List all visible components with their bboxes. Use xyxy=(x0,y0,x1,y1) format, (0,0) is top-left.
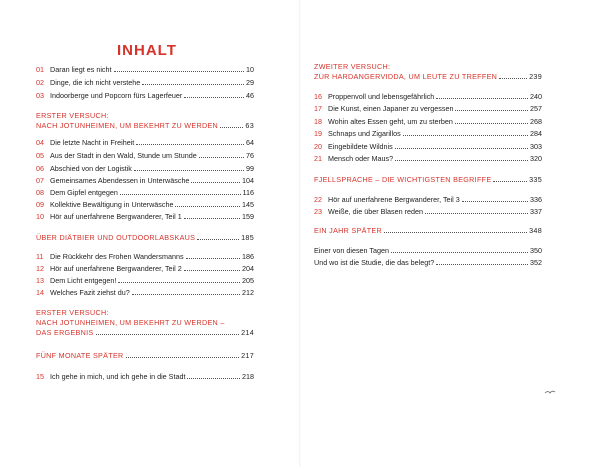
toc-entry xyxy=(314,206,542,218)
page-number: 10 xyxy=(246,65,254,74)
toc-entry xyxy=(314,153,542,165)
toc-entry xyxy=(36,150,254,162)
chapter-title: Dem Gipfel entgegen xyxy=(50,188,118,197)
section-heading xyxy=(36,233,254,243)
dot-leader xyxy=(96,334,240,335)
dot-leader xyxy=(142,84,244,85)
page-number: 337 xyxy=(530,207,542,216)
chapter-title: Hör auf unerfahrene Bergwanderer, Teil 1 xyxy=(50,212,182,221)
dot-leader xyxy=(499,78,527,79)
right-page xyxy=(300,0,600,467)
page-number: 116 xyxy=(242,188,254,197)
dot-leader xyxy=(175,206,240,207)
chapter-title: Indoorberge und Popcorn fürs Lagerfeuer xyxy=(50,91,183,100)
chapter-title: Die Kunst, einen Japaner zu vergessen xyxy=(328,104,454,113)
dot-leader xyxy=(462,201,528,202)
section-heading xyxy=(314,226,542,236)
chapter-title: Und wo ist die Studie, die das belegt? xyxy=(314,258,435,267)
chapter-number: 03 xyxy=(36,91,44,100)
toc-entry xyxy=(36,137,254,149)
toc-entry xyxy=(36,371,254,383)
dot-leader xyxy=(187,378,240,379)
page-number: 240 xyxy=(530,92,542,101)
dot-leader xyxy=(120,194,241,195)
page-number: 336 xyxy=(530,195,542,204)
chapter-title: Ich gehe in mich, und ich gehe in die Stadt xyxy=(50,372,186,381)
chapter-title: Abschied von der Logistik xyxy=(50,164,132,173)
page-number: 348 xyxy=(529,226,542,235)
section-heading xyxy=(314,62,542,82)
chapter-title: Proppenvoll und lebensgefährlich xyxy=(328,92,435,101)
page-number: 217 xyxy=(241,351,254,360)
section-heading-line: FJELLSPRACHE – DIE WICHTIGSTEN BEGRIFFE xyxy=(314,175,492,184)
page-number: 29 xyxy=(246,78,254,87)
dot-leader xyxy=(403,135,528,136)
chapter-number: 20 xyxy=(314,142,322,151)
chapter-title: Die Rückkehr des Frohen Wandersmanns xyxy=(50,252,184,261)
chapter-title: Mensch oder Maus? xyxy=(328,154,394,163)
chapter-number: 17 xyxy=(314,104,322,113)
toc-entry xyxy=(36,287,254,299)
chapter-title: Weiße, die über Blasen reden xyxy=(328,207,423,216)
toc-entry xyxy=(36,199,254,211)
page-number: 212 xyxy=(242,288,254,297)
dot-leader xyxy=(493,181,527,182)
chapter-number: 02 xyxy=(36,78,44,87)
toc-entry xyxy=(36,187,254,199)
dot-leader xyxy=(455,123,528,124)
dot-leader xyxy=(395,160,528,161)
page-number: 159 xyxy=(242,212,254,221)
chapter-title: Daran liegt es nicht xyxy=(50,65,112,74)
section-heading-line: NACH JOTUNHEIMEN, UM BEKEHRT ZU WERDEN xyxy=(36,121,219,130)
page-number: 205 xyxy=(242,276,254,285)
section-heading-line: ERSTER VERSUCH: xyxy=(36,308,109,317)
chapter-number: 21 xyxy=(314,154,322,163)
dot-leader xyxy=(114,71,244,72)
section-heading-line: ÜBER DIÄTBIER UND OUTDOORLABSKAUS xyxy=(36,233,196,242)
page-number: 350 xyxy=(530,246,542,255)
toc-title: INHALT xyxy=(117,42,177,59)
chapter-number: 08 xyxy=(36,188,44,197)
toc-entry xyxy=(36,275,254,287)
toc-entry xyxy=(36,211,254,223)
dot-leader xyxy=(199,157,244,158)
page-number: 352 xyxy=(530,258,542,267)
chapter-number: 19 xyxy=(314,129,322,138)
dot-leader xyxy=(191,182,240,183)
dot-leader xyxy=(118,282,240,283)
dot-leader xyxy=(186,258,240,259)
chapter-title: Hör auf unerfahrene Bergwanderer, Teil 2 xyxy=(50,264,182,273)
chapter-number: 14 xyxy=(36,288,44,297)
page-number: 204 xyxy=(242,264,254,273)
chapter-number: 09 xyxy=(36,200,44,209)
chapter-title: Einer von diesen Tagen xyxy=(314,246,389,255)
toc-entry xyxy=(36,64,254,76)
toc-entry xyxy=(314,194,542,206)
toc-entry xyxy=(314,103,542,115)
section-heading xyxy=(36,308,254,338)
chapter-number: 10 xyxy=(36,212,44,221)
toc-entry xyxy=(36,163,254,175)
page-number: 145 xyxy=(242,200,254,209)
section-heading-line: ZWEITER VERSUCH: xyxy=(314,62,391,71)
section-heading-line: ERSTER VERSUCH: xyxy=(36,111,109,120)
dot-leader xyxy=(184,270,240,271)
dot-leader xyxy=(197,239,239,240)
toc-entry xyxy=(314,116,542,128)
dot-leader xyxy=(132,294,240,295)
page-number: 303 xyxy=(530,142,542,151)
section-heading-line: ZUR HARDANGERVIDDA, UM LEUTE ZU TREFFEN xyxy=(314,72,498,81)
chapter-title: Gemeinsames Abendessen in Unterwäsche xyxy=(50,176,190,185)
dot-leader xyxy=(220,127,243,128)
chapter-title: Welches Fazit ziehst du? xyxy=(50,288,130,297)
toc-entry xyxy=(36,90,254,102)
chapter-title: Hör auf unerfahrene Bergwanderer, Teil 3 xyxy=(328,195,460,204)
toc-entry xyxy=(36,175,254,187)
chapter-number: 07 xyxy=(36,176,44,185)
dot-leader xyxy=(391,252,528,253)
toc-entry xyxy=(314,128,542,140)
chapter-number: 11 xyxy=(36,252,44,261)
dot-leader xyxy=(395,148,528,149)
chapter-number: 13 xyxy=(36,276,44,285)
chapter-title: Dinge, die ich nicht verstehe xyxy=(50,78,141,87)
page-number: 335 xyxy=(529,175,542,184)
chapter-number: 18 xyxy=(314,117,322,126)
chapter-number: 04 xyxy=(36,138,44,147)
toc-entry xyxy=(314,141,542,153)
chapter-title: Schnaps und Zigarillos xyxy=(328,129,401,138)
toc-entry xyxy=(314,257,542,269)
page-number: 214 xyxy=(241,328,254,337)
toc-entry xyxy=(36,263,254,275)
dot-leader xyxy=(184,218,240,219)
page-number: 185 xyxy=(241,233,254,242)
bird-icon xyxy=(544,388,556,398)
page-number: 284 xyxy=(530,129,542,138)
chapter-title: Die letzte Nacht in Freiheit xyxy=(50,138,135,147)
toc-entry xyxy=(314,91,542,103)
chapter-number: 15 xyxy=(36,372,44,381)
page-number: 104 xyxy=(242,176,254,185)
page-number: 186 xyxy=(242,252,254,261)
chapter-title: Wohin altes Essen geht, um zu sterben xyxy=(328,117,453,126)
dot-leader xyxy=(455,110,528,111)
page-number: 64 xyxy=(246,138,254,147)
chapter-title: Kollektive Bewältigung in Unterwäsche xyxy=(50,200,174,209)
section-heading-line: FÜNF MONATE SPÄTER xyxy=(36,351,124,360)
dot-leader xyxy=(384,232,527,233)
toc-entry xyxy=(36,77,254,89)
page-number: 268 xyxy=(530,117,542,126)
dot-leader xyxy=(184,97,244,98)
page-number: 239 xyxy=(529,72,542,81)
dot-leader xyxy=(436,264,528,265)
chapter-number: 05 xyxy=(36,151,44,160)
page-number: 46 xyxy=(246,91,254,100)
section-heading-line: DAS ERGEBNIS xyxy=(36,328,94,337)
chapter-number: 22 xyxy=(314,195,322,204)
page-number: 63 xyxy=(245,121,254,130)
section-heading xyxy=(36,351,254,361)
page-number: 99 xyxy=(246,164,254,173)
dot-leader xyxy=(425,213,528,214)
page-number: 76 xyxy=(246,151,254,160)
section-heading xyxy=(314,175,542,185)
chapter-number: 01 xyxy=(36,65,44,74)
chapter-number: 06 xyxy=(36,164,44,173)
chapter-title: Eingebildete Wildnis xyxy=(328,142,393,151)
page-number: 320 xyxy=(530,154,542,163)
chapter-number: 12 xyxy=(36,264,44,273)
chapter-title: Dem Licht entgegen! xyxy=(50,276,117,285)
chapter-title: Aus der Stadt in den Wald, Stunde um Stunde xyxy=(50,151,197,160)
section-heading-line: NACH JOTUNHEIMEN, UM BEKEHRT ZU WERDEN – xyxy=(36,318,225,327)
page-number: 257 xyxy=(530,104,542,113)
dot-leader xyxy=(136,144,244,145)
toc-entry xyxy=(314,245,542,257)
dot-leader xyxy=(436,98,528,99)
chapter-number: 23 xyxy=(314,207,322,216)
toc-entry xyxy=(36,251,254,263)
section-heading-line: EIN JAHR SPÄTER xyxy=(314,226,383,235)
dot-leader xyxy=(126,357,240,358)
dot-leader xyxy=(134,170,244,171)
page-number: 218 xyxy=(242,372,254,381)
section-heading xyxy=(36,111,254,131)
chapter-number: 16 xyxy=(314,92,322,101)
